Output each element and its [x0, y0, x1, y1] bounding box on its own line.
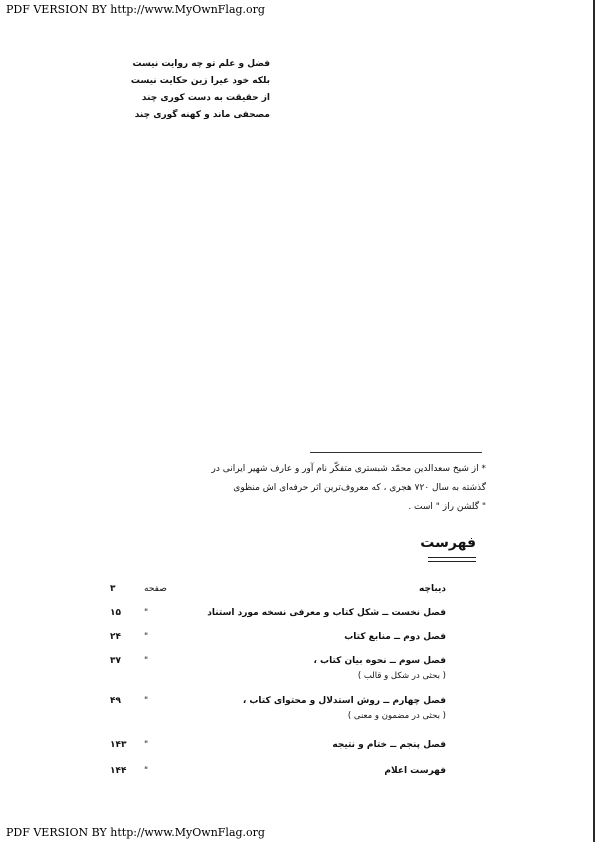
toc-entry-title: دیباچه — [419, 584, 446, 594]
footnote — [118, 460, 486, 517]
epigraph-poem — [120, 56, 270, 124]
toc-entry-page-label: صفحه — [144, 584, 167, 594]
pdf-banner-bottom: PDF VERSION BY http://www.MyOwnFlag.org — [6, 826, 265, 839]
toc-entry-ditto-mark: " — [144, 766, 149, 776]
pdf-banner-top: PDF VERSION BY http://www.MyOwnFlag.org — [6, 3, 265, 16]
toc-entry-page-number: ۲۴ — [110, 632, 121, 642]
toc-entry-page-number: ۱۴۳ — [110, 740, 127, 750]
table-of-contents — [110, 580, 446, 786]
toc-heading: فهرست — [420, 535, 476, 551]
toc-entry-title: فصل نخست ــ شکل کتاب و معرفی نسخه مورد استناد — [207, 608, 446, 618]
toc-entry-page-number: ۳۷ — [110, 656, 121, 666]
toc-entry-title: فهرست اعلام — [384, 766, 446, 776]
toc-entry[interactable] — [110, 762, 446, 786]
toc-entry-title: فصل سوم ــ نحوه بیان کتاب ، — [313, 656, 446, 666]
footnote-line: گذشته به سال ۷۲۰ هجری ، که معروف‌ترین اثر حرفه‌ای اش منظوی — [233, 483, 486, 493]
toc-entry-title: فصل دوم ــ منابع کتاب — [344, 632, 446, 642]
toc-entry[interactable] — [110, 736, 446, 762]
toc-entry-ditto-mark: " — [144, 696, 149, 706]
poem-line: مصحفی ماند و کهنه گوری چند — [134, 110, 270, 120]
poem-line: بلکه خود عیرا زین حکایت نیست — [130, 76, 270, 86]
footnote-line: " گلشن راز " است . — [408, 502, 486, 512]
toc-entry[interactable] — [110, 652, 446, 688]
poem-line: از حقیقت به دست کوری چند — [141, 93, 270, 103]
toc-entry-page-number: ۱۵ — [110, 608, 121, 618]
toc-entry-ditto-mark: " — [144, 608, 149, 618]
toc-entry-ditto-mark: " — [144, 656, 149, 666]
toc-entry[interactable] — [110, 628, 446, 652]
toc-entry[interactable] — [110, 580, 446, 604]
toc-entry[interactable] — [110, 692, 446, 736]
toc-entry-ditto-mark: " — [144, 632, 149, 642]
toc-entry-title: فصل پنجم ــ ختام و نتیجه — [332, 740, 446, 750]
toc-entry-page-number: ۴۹ — [110, 696, 121, 706]
toc-heading-underline — [428, 557, 476, 562]
toc-entry[interactable] — [110, 604, 446, 628]
poem-line: فضل و علم تو چه روایت نیست — [132, 59, 270, 69]
footnote-line: * از شیخ سعدالدین محمّد شبستری متفکّر نام آور و عارف شهیر ایرانی در — [211, 464, 486, 474]
toc-entry-subtitle: ( بحثی در شکل و قالب ) — [357, 671, 446, 681]
toc-entry-page-number: ۳ — [110, 584, 116, 594]
footnote-separator — [310, 452, 482, 453]
toc-entry-ditto-mark: " — [144, 740, 149, 750]
toc-entry-page-number: ۱۴۴ — [110, 766, 127, 776]
toc-entry-title: فصل چهارم ــ روش استدلال و محتوای کتاب ، — [242, 696, 446, 706]
toc-entry-subtitle: ( بحثی در مضمون و معنی ) — [347, 711, 446, 721]
